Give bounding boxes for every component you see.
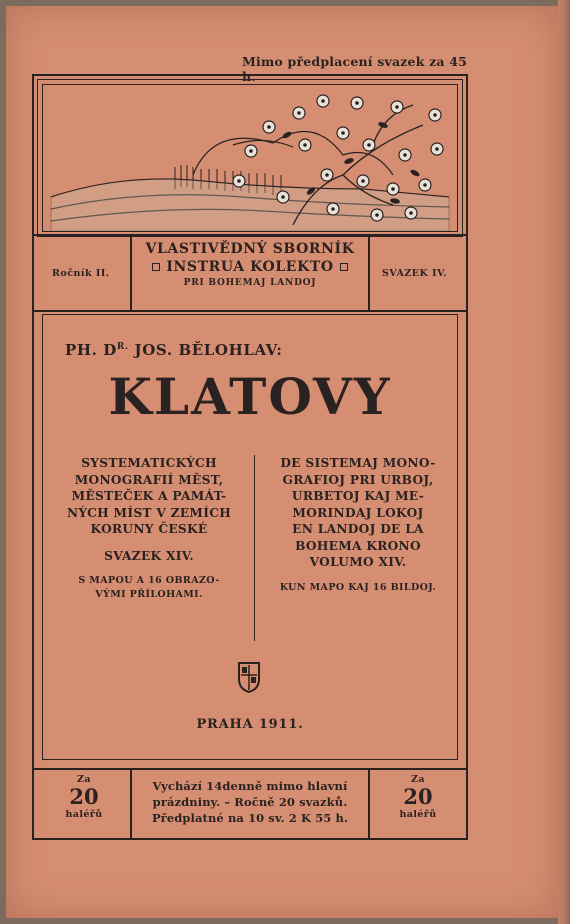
column-divider [254, 455, 255, 641]
divider [34, 310, 466, 312]
subscription-info: Vychází 14denně mimo hlavní prázdniny. – Ročně 20 svazků. Předplatné na 10 sv. 2 K 55 h. [151, 779, 349, 825]
price-bar [34, 768, 466, 838]
price-left: Za 20 haléřů [65, 774, 103, 820]
divider [34, 234, 466, 236]
landscape-drawing [43, 85, 457, 231]
square-ornament-icon [340, 263, 348, 271]
volume-czech: SVAZEK XIV. [104, 548, 194, 563]
price-right: Za 20 haléřů [399, 774, 437, 820]
divider [130, 234, 132, 310]
cover-frame [32, 74, 468, 840]
issue-number-label: SVAZEK IV. [382, 268, 448, 279]
divider [368, 234, 370, 310]
price-note: Mimo předplacení svazek za 45 h. [242, 54, 468, 84]
czech-description: SYSTEMATICKÝCH MONOGRAFIÍ MĚST, MĚSTEČEK A PAMÁT- NÝCH MÍST V ZEMÍCH KORUNY ČESKÉ SVAZEK XIV. S MAPOU A 16 OBRAZO- VÝMI PŘÍLOHAMI. [51, 455, 247, 602]
book-cover [6, 6, 558, 918]
author: PH. $D^{R.}$ JOS. BĚLOHLAV: [65, 341, 283, 359]
series-title-esperanto: INSTRUA KOLEKTO [134, 258, 366, 276]
shield-emblem-icon [237, 661, 261, 693]
title-panel [42, 314, 458, 760]
imprint: PRAHA 1911. [196, 717, 304, 732]
landscape-illustration [42, 84, 458, 232]
series-title-czech: VLASTIVĚDNÝ SBORNÍK [145, 241, 355, 257]
book-edge [558, 0, 570, 924]
series-title [134, 240, 366, 288]
volume-esperanto: VOLUMO XIV. [309, 555, 407, 569]
esperanto-description: DE SISTEMAJ MONO- GRAFIOJ PRI URBOJ, URBETOJ KAJ ME- MORINDAJ LOKOJ EN LANDOJ DE LA BOHEMA KRONO VOLUMO XIV. KUN MAPO KAJ 16 BILDOJ. [263, 455, 453, 595]
volume-year-label: Ročník II. [52, 268, 110, 279]
book-title: KLATOVY [108, 367, 392, 426]
divider [368, 768, 370, 838]
square-ornament-icon [152, 263, 160, 271]
divider [130, 768, 132, 838]
series-subtitle: PRI BOHEMAJ LANDOJ [183, 278, 317, 288]
